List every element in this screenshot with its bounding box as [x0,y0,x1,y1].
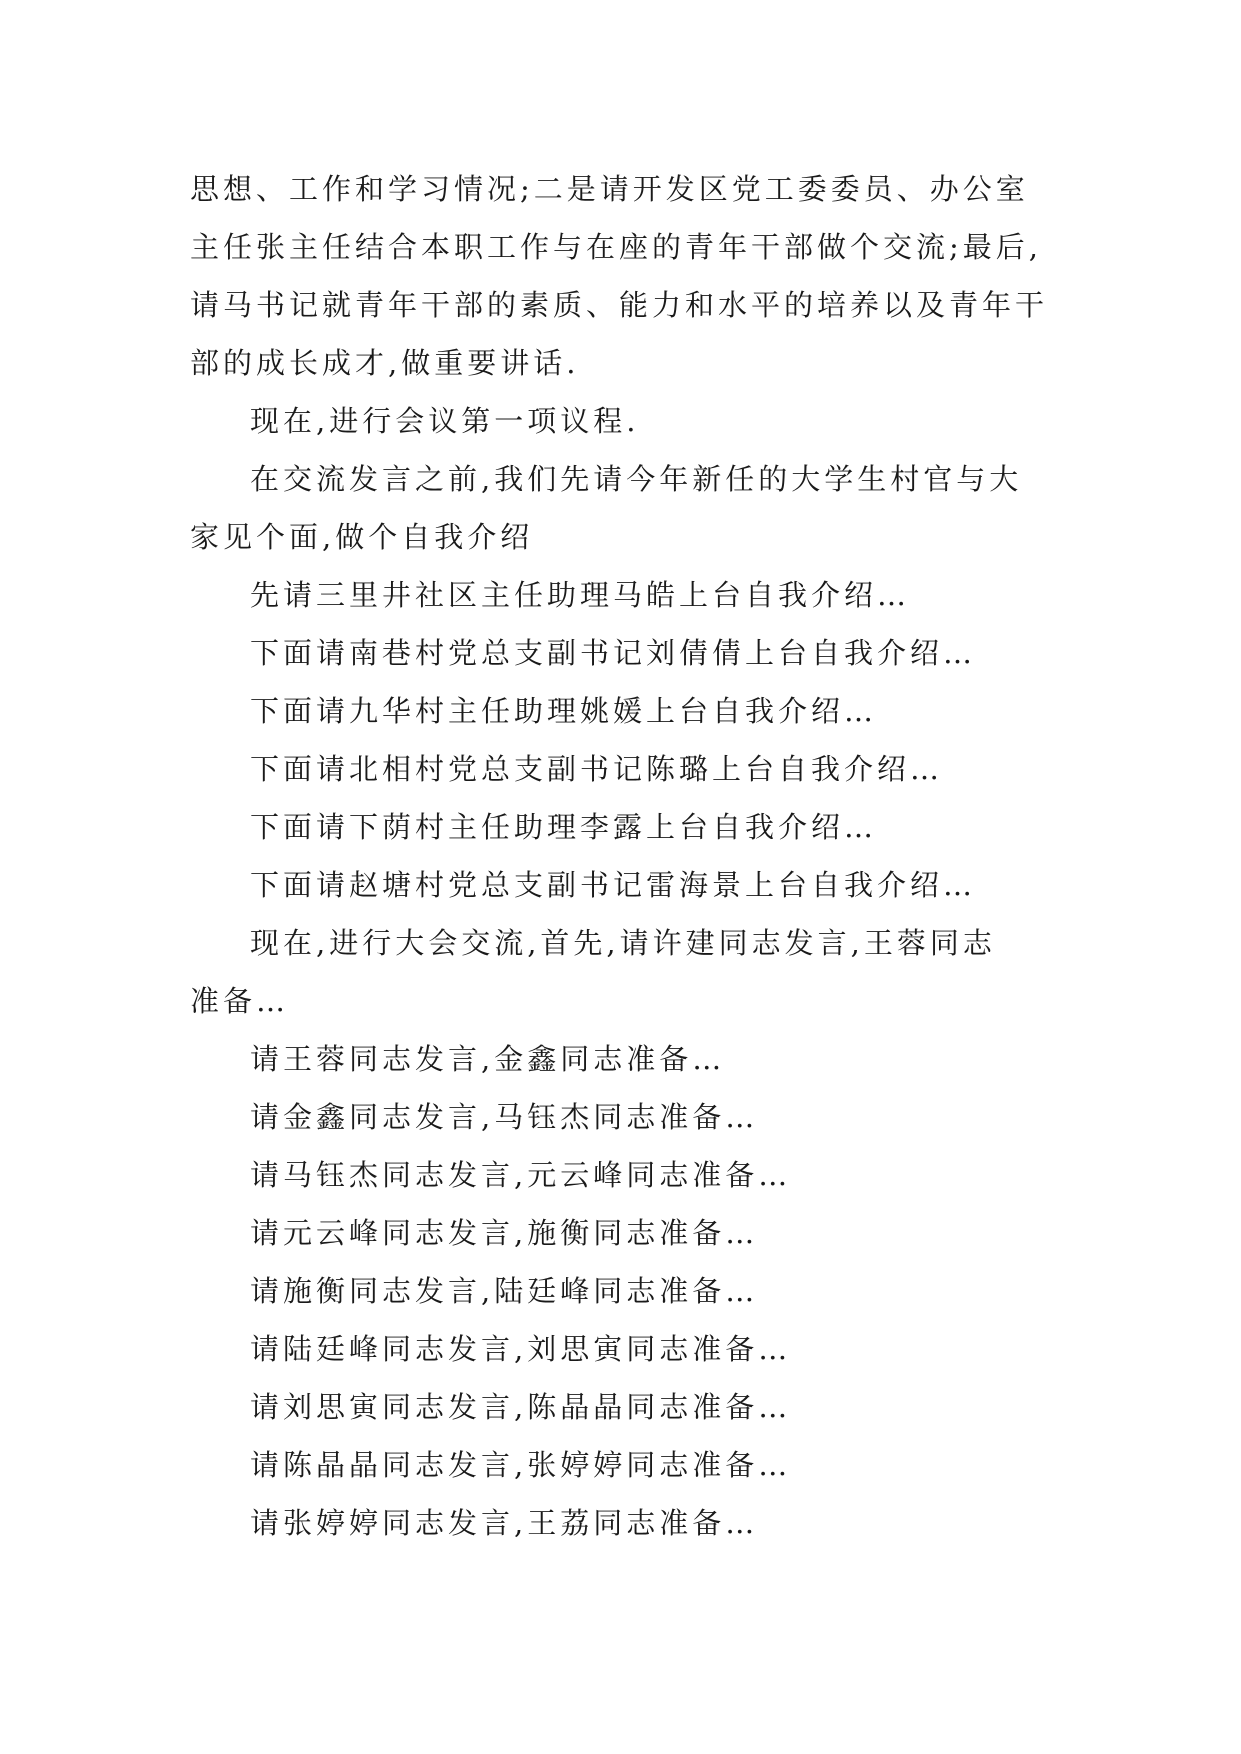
text-line: 思想、工作和学习情况;二是请开发区党工委委员、办公室 [190,172,1029,206]
document-body [190,160,1060,1552]
paragraph [190,624,1060,682]
paragraph [190,856,1060,914]
paragraph [190,914,1060,1030]
text-line: 现在,进行会议第一项议程. [250,404,640,438]
text-line: 请王蓉同志发言,金鑫同志准备… [250,1042,726,1076]
text-line: 请马钰杰同志发言,元云峰同志准备… [250,1158,792,1192]
text-line: 家见个面,做个自我介绍 [190,520,534,554]
paragraph [190,1088,1060,1146]
text-line: 在交流发言之前,我们先请今年新任的大学生村官与大 [250,462,1023,496]
paragraph [190,1378,1060,1436]
paragraph [190,1320,1060,1378]
text-line: 下面请九华村主任助理姚媛上台自我介绍… [250,694,878,728]
text-line: 下面请赵塘村党总支副书记雷海景上台自我介绍… [250,868,977,902]
paragraph [190,1436,1060,1494]
paragraph [190,740,1060,798]
text-line: 现在,进行大会交流,首先,请许建同志发言,王蓉同志 [250,926,996,960]
text-line: 请金鑫同志发言,马钰杰同志准备… [250,1100,759,1134]
paragraph [190,1494,1060,1552]
text-line: 请陈晶晶同志发言,张婷婷同志准备… [250,1448,792,1482]
text-line: 先请三里井社区主任助理马皓上台自我介绍… [250,578,911,612]
paragraph [190,798,1060,856]
text-line: 主任张主任结合本职工作与在座的青年干部做个交流;最后, [190,230,1042,264]
text-line: 下面请下荫村主任助理李露上台自我介绍… [250,810,878,844]
text-line: 请施衡同志发言,陆廷峰同志准备… [250,1274,759,1308]
paragraph [190,1262,1060,1320]
paragraph [190,392,1060,450]
text-line: 请元云峰同志发言,施衡同志准备… [250,1216,759,1250]
paragraph [190,1030,1060,1088]
paragraph [190,682,1060,740]
text-line: 请马书记就青年干部的素质、能力和水平的培养以及青年干 [190,288,1049,322]
text-line: 请陆廷峰同志发言,刘思寅同志准备… [250,1332,792,1366]
paragraph [190,1204,1060,1262]
paragraph [190,1146,1060,1204]
paragraph [190,160,1060,392]
text-line: 准备… [190,984,290,1018]
paragraph [190,450,1060,566]
text-line: 下面请南巷村党总支副书记刘倩倩上台自我介绍… [250,636,977,670]
text-line: 请张婷婷同志发言,王荔同志准备… [250,1506,759,1540]
paragraph [190,566,1060,624]
text-line: 部的成长成才,做重要讲话. [190,346,580,380]
text-line: 下面请北相村党总支副书记陈璐上台自我介绍… [250,752,944,786]
text-line: 请刘思寅同志发言,陈晶晶同志准备… [250,1390,792,1424]
